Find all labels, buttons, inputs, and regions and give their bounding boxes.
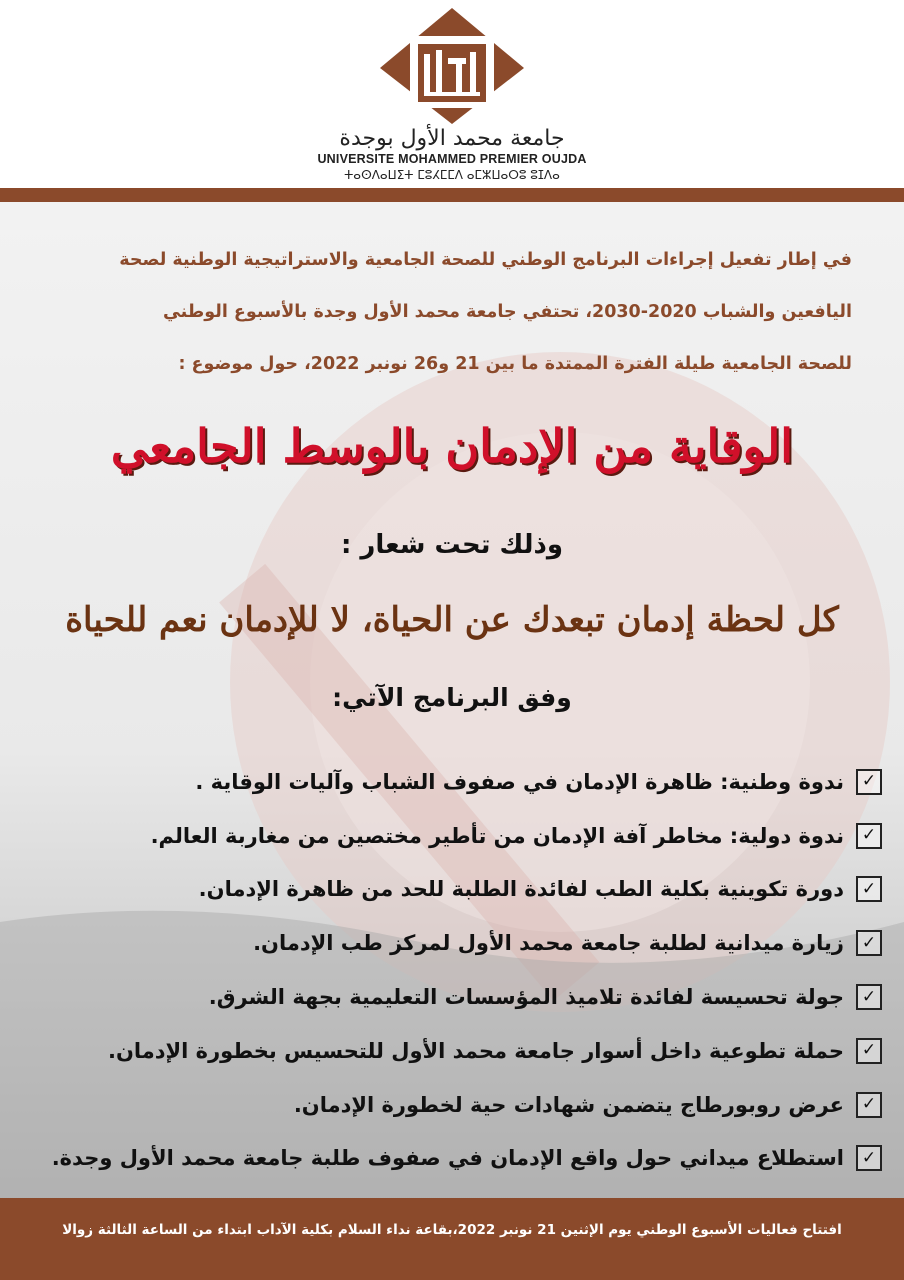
university-emblem-icon	[352, 6, 552, 126]
intro-line-3: للصحة الجامعية طيلة الفترة الممتدة ما بين 21 و26 نونبر 2022، حول موضوع :	[178, 354, 852, 374]
university-name-tifinagh: ⵜⴰⵙⴷⴰⵡⵉⵜ ⵎⵓⵃⵎⵎⴷ ⴰⵎⵣⵡⴰⵔⵓ ⵓⵊⴷⴰ	[344, 168, 560, 182]
checkbox-checked-icon: ✓	[856, 1092, 882, 1118]
program-item-text: ندوة دولية: مخاطر آفة الإدمان من تأطير مختصين من مغاربة العالم.	[150, 823, 844, 848]
program-item-text: ندوة وطنية: ظاهرة الإدمان في صفوف الشباب وآليات الوقاية .	[195, 769, 844, 794]
program-item	[22, 970, 882, 1024]
slogan-intro: وذلك تحت شعار :	[340, 530, 564, 560]
checkbox-checked-icon: ✓	[856, 1145, 882, 1171]
program-item-text: استطلاع ميداني حول واقع الإدمان في صفوف طلبة جامعة محمد الأول وجدة.	[51, 1146, 844, 1171]
program-list	[22, 755, 882, 1185]
program-item	[22, 1078, 882, 1132]
program-item-text: حملة تطوعية داخل أسوار جامعة محمد الأول للتحسيس بخطورة الإدمان.	[107, 1038, 844, 1063]
checkbox-checked-icon: ✓	[856, 876, 882, 902]
theme-title: الوقاية من الإدمان بالوسط الجامعي	[110, 419, 794, 473]
checkbox-checked-icon: ✓	[856, 823, 882, 849]
program-intro: وفق البرنامج الآتي:	[332, 683, 572, 712]
program-item-text: زيارة ميدانية لطلبة جامعة محمد الأول لمركز طب الإدمان.	[253, 931, 844, 956]
program-item	[22, 863, 882, 917]
program-item	[22, 1024, 882, 1078]
intro-line-1: في إطار تفعيل إجراءات البرنامج الوطني للصحة الجامعية والاستراتيجية الوطنية لصحة	[119, 250, 852, 270]
checkbox-checked-icon: ✓	[856, 1038, 882, 1064]
header-band	[0, 188, 904, 202]
program-item-text: عرض روبورطاج يتضمن شهادات حية لخطورة الإدمان.	[293, 1092, 844, 1117]
intro-line-2: اليافعين والشباب 2020-2030، تحتفي جامعة محمد الأول وجدة بالأسبوع الوطني	[162, 302, 852, 322]
program-item	[22, 809, 882, 863]
university-name-arabic: جامعة محمد الأول بوجدة	[339, 126, 565, 151]
checkbox-checked-icon: ✓	[856, 769, 882, 795]
program-item-text: جولة تحسيسة لفائدة تلاميذ المؤسسات التعليمية بجهة الشرق.	[208, 985, 844, 1010]
program-item	[22, 1132, 882, 1186]
checkbox-checked-icon: ✓	[856, 984, 882, 1010]
program-item	[22, 916, 882, 970]
program-item	[22, 755, 882, 809]
university-name-french: UNIVERSITE MOHAMMED PREMIER OUJDA	[317, 152, 587, 166]
footer-band	[0, 1198, 904, 1280]
checkbox-checked-icon: ✓	[856, 930, 882, 956]
slogan: كل لحظة إدمان تبعدك عن الحياة، لا للإدمان نعم للحياة	[65, 600, 839, 640]
footer-text: افتتاح فعاليات الأسبوع الوطني يوم الإثنين 21 نونبر 2022،بقاعة نداء السلام بكلية الآداب ابتداء من الساعة الثالثة زوالا	[62, 1222, 842, 1238]
program-item-text: دورة تكوينية بكلية الطب لفائدة الطلبة للحد من ظاهرة الإدمان.	[198, 877, 844, 902]
